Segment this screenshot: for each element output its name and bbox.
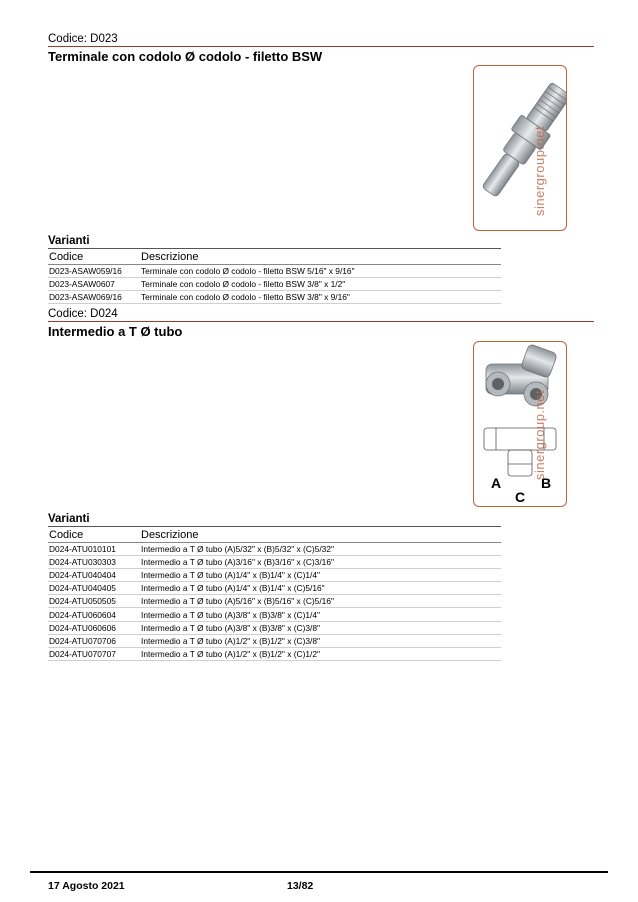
column-header-descrizione: Descrizione	[141, 250, 199, 263]
cell-codice: D024-ATU040404	[49, 570, 116, 581]
section-divider	[48, 321, 594, 322]
cell-codice: D024-ATU060606	[49, 622, 116, 633]
cell-descrizione: Intermedio a T Ø tubo (A)5/32" x (B)5/32" x (C)5/32"	[141, 544, 334, 555]
cell-codice: D023-ASAW059/16	[49, 266, 122, 277]
cell-codice: D024-ATU030303	[49, 557, 116, 568]
column-header-descrizione: Descrizione	[141, 528, 199, 541]
page-number: 13/82	[287, 880, 314, 892]
table-row	[48, 556, 501, 569]
product-photo-d024	[473, 341, 567, 507]
table-row	[48, 608, 501, 621]
watermark: sinergroup.net	[532, 389, 547, 480]
table-row	[48, 543, 501, 556]
table-header	[48, 526, 501, 543]
table-row	[48, 648, 501, 661]
table-header	[48, 248, 501, 265]
cell-descrizione: Intermedio a T Ø tubo (A)1/4" x (B)1/4" x (C)1/4"	[141, 570, 320, 581]
footer-divider	[30, 871, 608, 873]
cell-descrizione: Terminale con codolo Ø codolo - filetto BSW 3/8" x 9/16"	[141, 292, 350, 303]
cell-codice: D023-ASAW0607	[49, 279, 115, 290]
cell-codice: D024-ATU070706	[49, 635, 116, 646]
cell-codice: D023-ASAW069/16	[49, 292, 122, 303]
product-code-d024: Codice: D024	[48, 308, 118, 320]
variants-heading-d024: Varianti	[48, 513, 90, 525]
table-row	[48, 622, 501, 635]
table-row	[48, 582, 501, 595]
column-header-codice: Codice	[49, 528, 84, 541]
cell-codice: D024-ATU070707	[49, 648, 116, 659]
cell-codice: D024-ATU040405	[49, 583, 116, 594]
product-title-d023: Terminale con codolo Ø codolo - filetto BSW	[48, 49, 323, 64]
column-header-codice: Codice	[49, 250, 84, 263]
footer-date: 17 Agosto 2021	[48, 880, 125, 892]
cell-descrizione: Terminale con codolo Ø codolo - filetto BSW 3/8" x 1/2"	[141, 279, 346, 290]
tee-fitting-image	[474, 342, 566, 506]
terminal-fitting-image	[474, 66, 566, 230]
cell-descrizione: Intermedio a T Ø tubo (A)5/16" x (B)5/16" x (C)5/16"	[141, 596, 334, 607]
cell-descrizione: Intermedio a T Ø tubo (A)3/8" x (B)3/8" x (C)1/4"	[141, 609, 320, 620]
table-row	[48, 635, 501, 648]
cell-descrizione: Terminale con codolo Ø codolo - filetto BSW 5/16" x 9/16"	[141, 266, 355, 277]
cell-codice: D024-ATU010101	[49, 544, 116, 555]
variants-table-d023	[48, 248, 501, 304]
cell-codice: D024-ATU050505	[49, 596, 116, 607]
variants-heading-d023: Varianti	[48, 235, 90, 247]
variants-table-d024	[48, 526, 501, 661]
product-title-d024: Intermedio a T Ø tubo	[48, 324, 183, 339]
cell-descrizione: Intermedio a T Ø tubo (A)3/8" x (B)3/8" x (C)3/8"	[141, 622, 320, 633]
table-row	[48, 595, 501, 608]
label-c: C	[514, 489, 526, 505]
cell-descrizione: Intermedio a T Ø tubo (A)1/2" x (B)1/2" x (C)1/2"	[141, 648, 320, 659]
table-row	[48, 569, 501, 582]
table-row	[48, 278, 501, 291]
watermark: sinergroup.net	[532, 125, 547, 216]
cell-descrizione: Intermedio a T Ø tubo (A)3/16" x (B)3/16" x (C)3/16"	[141, 557, 334, 568]
product-photo-d023	[473, 65, 567, 231]
cell-descrizione: Intermedio a T Ø tubo (A)1/2" x (B)1/2" x (C)3/8"	[141, 635, 320, 646]
cell-descrizione: Intermedio a T Ø tubo (A)1/4" x (B)1/4" x (C)5/16"	[141, 583, 325, 594]
section-divider	[48, 46, 594, 47]
label-b: B	[540, 475, 552, 491]
table-row	[48, 291, 501, 304]
cell-codice: D024-ATU060604	[49, 609, 116, 620]
product-code-d023: Codice: D023	[48, 33, 118, 45]
label-a: A	[490, 475, 502, 491]
table-row	[48, 265, 501, 278]
